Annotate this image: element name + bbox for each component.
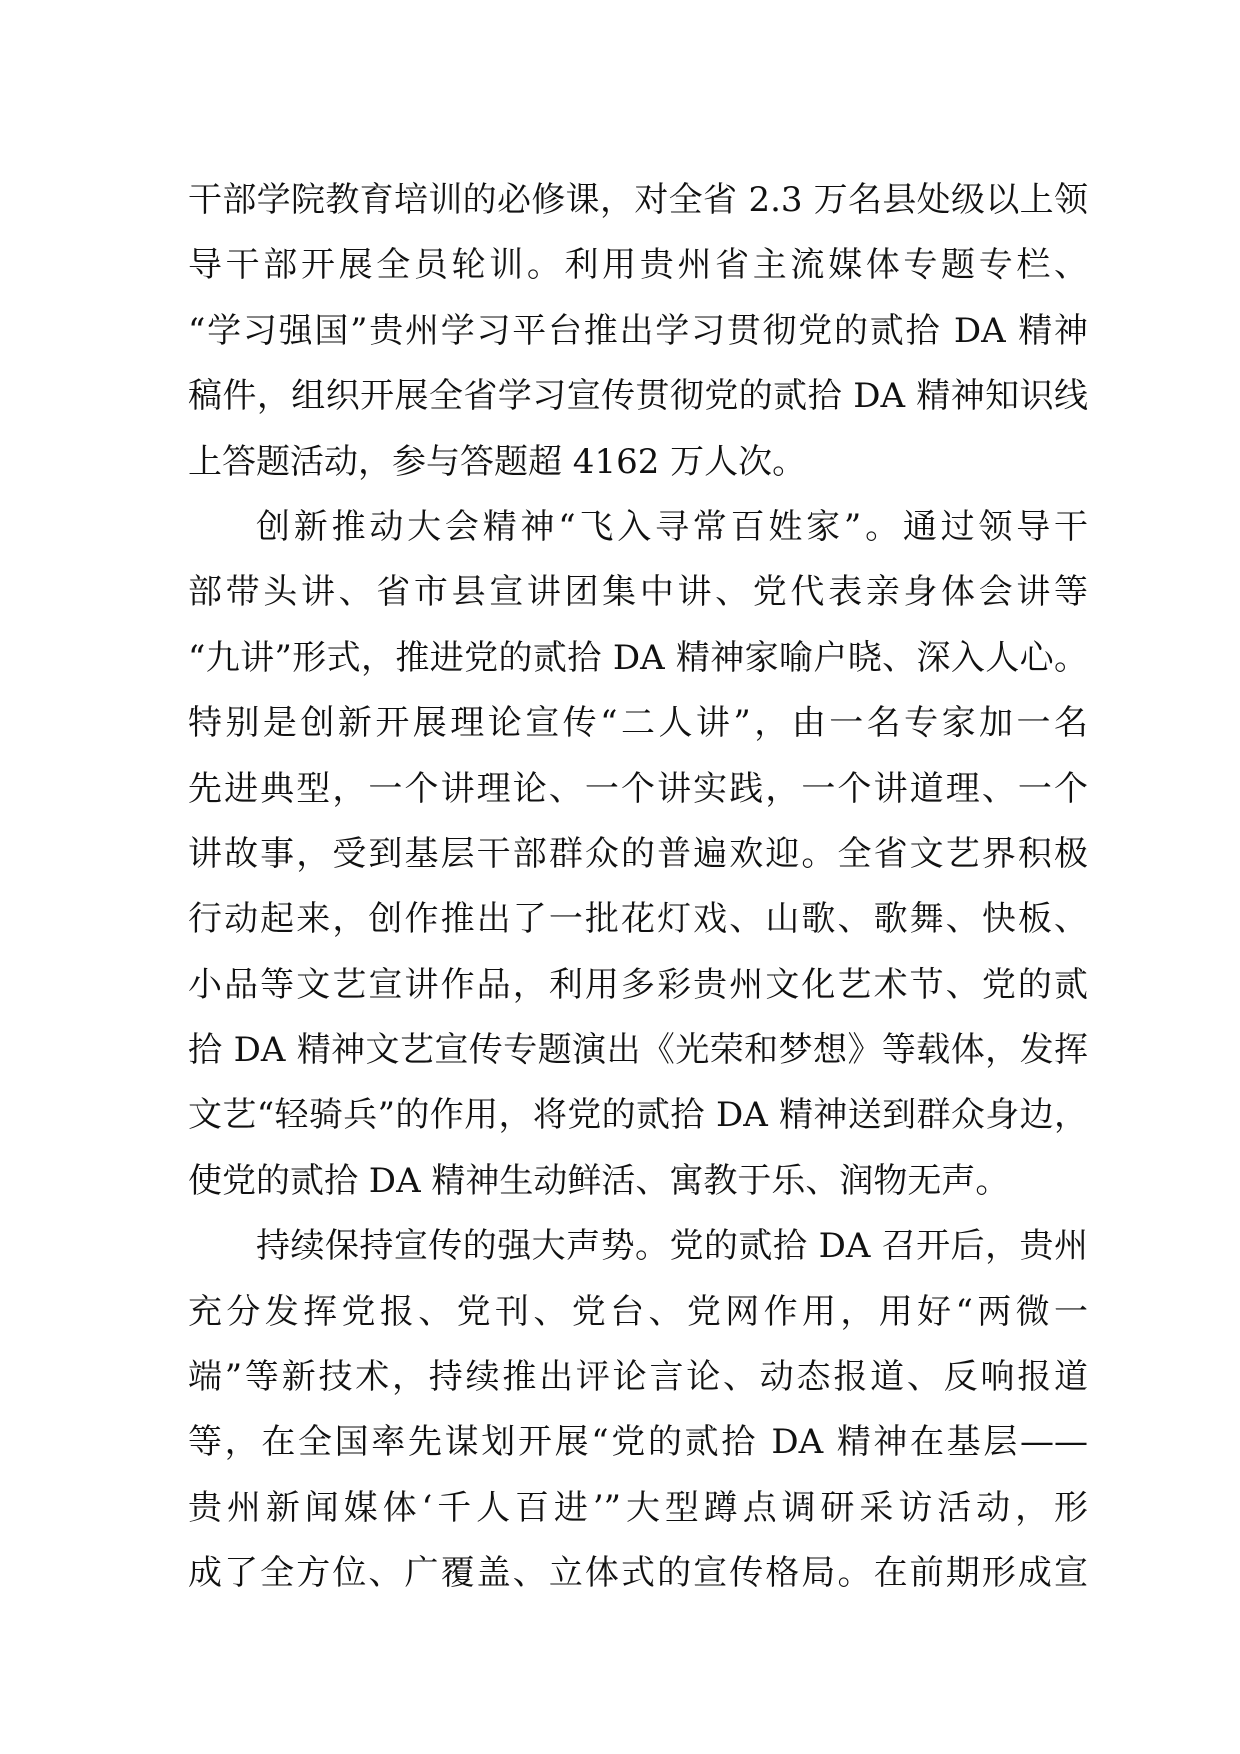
text-line: 部带头讲、省市县宣讲团集中讲、党代表亲身体会讲等 [188,572,1088,613]
text-line: 稿件，组织开展全省学习宣传贯彻党的贰拾 DA 精神知识线 [188,376,1088,417]
text-line: 成了全方位、广覆盖、立体式的宣传格局。在前期形成宣 [188,1553,1088,1594]
text-line: 使党的贰拾 DA 精神生动鲜活、寓教于乐、润物无声。 [188,1160,1010,1201]
text-line: 持续保持宣传的强大声势。党的贰拾 DA 召开后，贵州 [256,1226,1088,1267]
text-line: “九讲”形式，推进党的贰拾 DA 精神家喻户晓、深入人心。 [188,637,1088,678]
text-line: 等，在全国率先谋划开展“党的贰拾 DA 精神在基层—— [188,1422,1088,1463]
text-line: 上答题活动，参与答题超 4162 万人次。 [188,441,807,482]
text-line: 文艺“轻骑兵”的作用，将党的贰拾 DA 精神送到群众身边， [188,1095,1088,1136]
text-line: 导干部开展全员轮训。利用贵州省主流媒体专题专栏、 [188,245,1088,286]
text-line: 先进典型，一个讲理论、一个讲实践，一个讲道理、一个 [188,768,1088,809]
text-line: 贵州新闻媒体‘千人百进’”大型蹲点调研采访活动，形 [188,1487,1088,1528]
text-line: 讲故事，受到基层干部群众的普遍欢迎。全省文艺界积极 [188,833,1088,874]
text-line: 行动起来，创作推出了一批花灯戏、山歌、歌舞、快板、 [188,899,1088,940]
paragraph-3 [188,1214,1088,1606]
document-body [188,168,1088,1607]
text-line: 小品等文艺宣讲作品，利用多彩贵州文化艺术节、党的贰 [188,964,1088,1005]
paragraph-2 [188,495,1088,1214]
text-line: 充分发挥党报、党刊、党台、党网作用，用好“两微一 [188,1291,1088,1332]
text-line: 创新推动大会精神“飞入寻常百姓家”。通过领导干 [256,506,1088,547]
text-line: “学习强国”贵州学习平台推出学习贯彻党的贰拾 DA 精神 [188,310,1088,351]
text-line: 拾 DA 精神文艺宣传专题演出《光荣和梦想》等载体，发挥 [188,1030,1088,1071]
text-line: 端”等新技术，持续推出评论言论、动态报道、反响报道 [188,1357,1088,1398]
text-line: 特别是创新开展理论宣传“二人讲”，由一名专家加一名 [188,703,1088,744]
text-line: 干部学院教育培训的必修课，对全省 2.3 万名县处级以上领 [188,180,1088,220]
paragraph-1 [188,168,1088,495]
